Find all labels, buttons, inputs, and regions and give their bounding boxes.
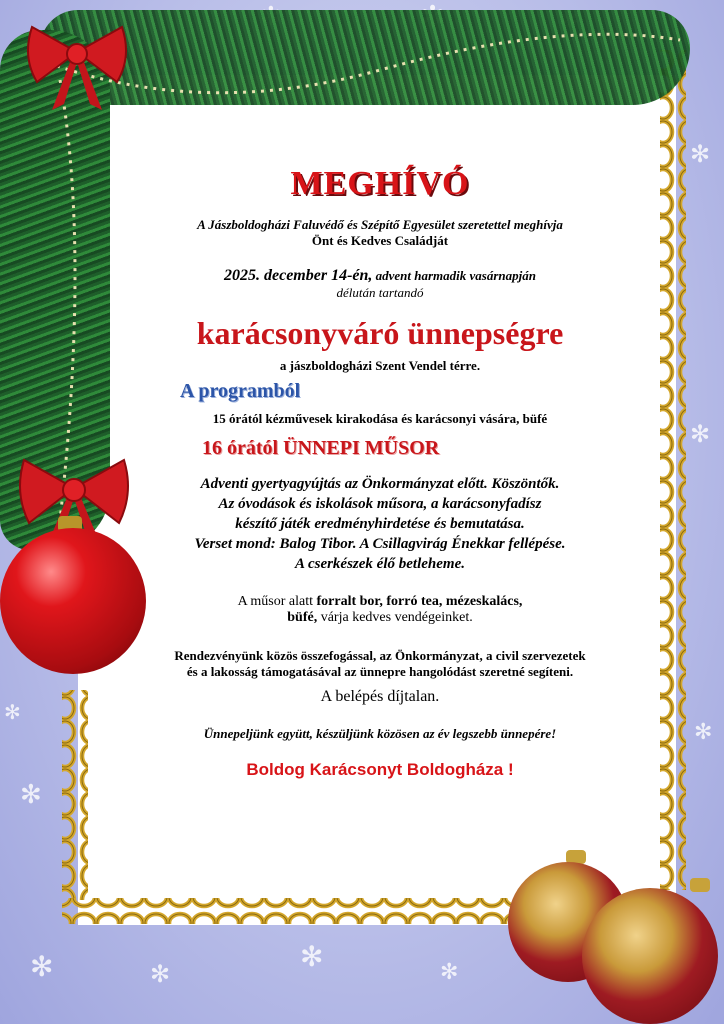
show-program-list (120, 474, 640, 574)
refreshments-line (120, 594, 640, 610)
ornament-cap (690, 878, 710, 892)
refresh-bold: forralt bor, forró tea, mézeskalács, (316, 594, 523, 609)
support-line: és a lakosság támogatásával az ünnepre hangolódást szeretné segíteni. (186, 664, 574, 679)
host-line: Önt és Kedves Családját (311, 233, 449, 248)
program-heading: A programból (180, 380, 301, 402)
invitation-content (120, 165, 640, 780)
gold-red-ornament-ball (582, 888, 718, 1024)
motto: Ünnepeljünk együtt, készüljünk közösen az év legszebb ünnepére! (203, 726, 557, 741)
closing-greeting: Boldog Karácsonyt Boldogháza ! (246, 760, 514, 779)
show-line: Adventi gyertyagyújtás az Önkormányzat előtt. Köszöntők. (200, 476, 560, 492)
date-text: 2025. december 14-én, (223, 267, 373, 284)
host-line: A Jászboldogházi Faluvédő és Szépítő Egyesület szeretettel meghívja (197, 217, 563, 232)
program-item: 15 órától kézművesek kirakodása és karácsonyi vására, büfé (212, 411, 548, 426)
venue: a jászboldogházi Szent Vendel térre. (279, 358, 481, 373)
program-item-main: 16 órától ÜNNEPI MŰSOR (202, 437, 440, 459)
support-line: Rendezvényünk közös összefogással, az Önkormányzat, a civil szervezetek (174, 648, 586, 663)
refresh-prefix: A műsor alatt (237, 594, 317, 609)
event-date (120, 267, 640, 285)
event-name: karácsonyváró ünnepségre (196, 315, 564, 351)
refresh-bold: büfé, (287, 610, 318, 625)
entry-note: A belépés díjtalan. (320, 688, 440, 705)
time-note: délután tartandó (336, 285, 424, 300)
refresh-suffix: várja kedves vendégeinket. (317, 610, 473, 625)
show-line: Verset mond: Balog Tibor. A Csillagvirág Énekkar fellépése. (194, 536, 566, 552)
red-bow-icon (22, 12, 132, 112)
refreshments-line (120, 610, 640, 626)
page-title: MEGHÍVÓ (290, 165, 470, 202)
date-suffix: advent harmadik vasárnapján (372, 268, 536, 283)
show-line: készítő játék eredményhirdetése és bemutatása. (235, 516, 525, 532)
show-line: A cserkészek élő betleheme. (295, 556, 465, 572)
show-line: Az óvodások és iskolások műsora, a karácsonyfadísz (218, 496, 542, 512)
